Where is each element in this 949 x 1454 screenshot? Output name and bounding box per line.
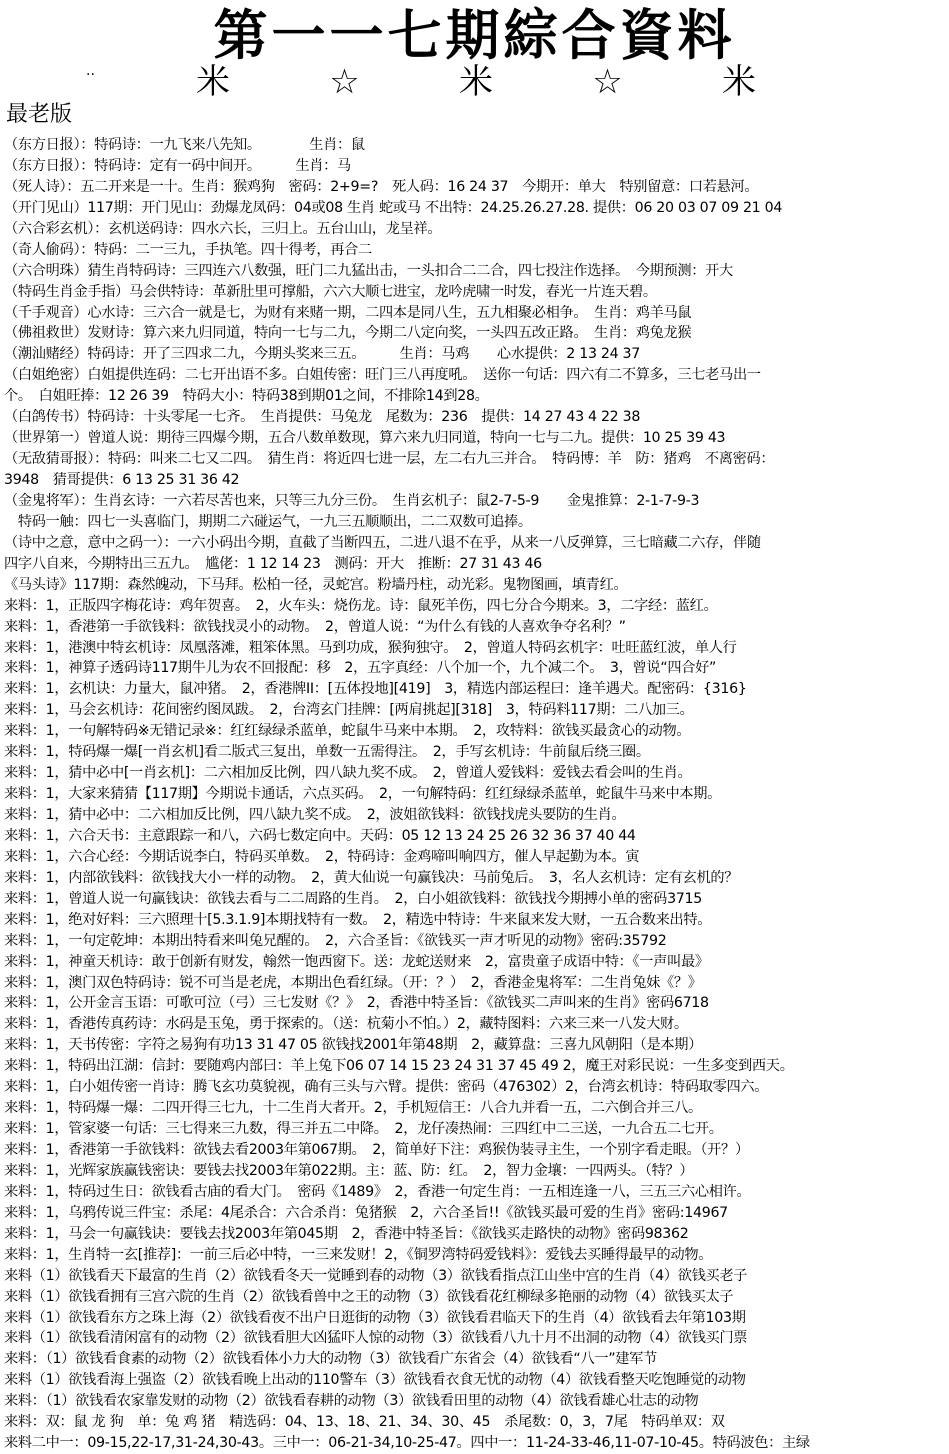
text-line: 来料：1，乌鸦传说三件宝：杀尾：4尾杀合：六合杀肖：兔猪猴 2，六合圣旨!!《欲钱买最可爱的生肖》密码:14967 xyxy=(4,1204,728,1221)
text-line: （诗中之意，意中之码一）：一六小码出今期，直截了当断四五，二进八退不在乎，从来一八反弹算，三七暗藏二六存，伴随 xyxy=(4,534,761,551)
text-line: 来料：1，香港第一手欲钱料：欲钱找灵小的动物。 2，曾道人说：“为什么有钱的人喜欢争夺名利？” xyxy=(4,618,626,635)
text-line: （六合明珠）猜生肖特码诗：三四连六八数强，旺门二九猛出击，一头扣合二二合，四七投注作选择。 今期预测：开大 xyxy=(4,262,733,279)
text-line: 来料：1，绝对好料：三六照理十[5.3.1.9]本期找特有一数。 2，精选中特诗：牛来鼠来发大财，一五合数来出特。 xyxy=(4,911,712,928)
text-line: （佛祖救世）发财诗：算六来九归同道，特向一七与二九，今期二八定向奖，一头四五改正路。 生肖：鸡兔龙猴 xyxy=(4,325,692,342)
text-line: 来料：1，一句解特码※无错记录※：红红绿绿杀蓝单，蛇鼠牛马来中本期。 2，攻特料：欲钱买最贪心的动物。 xyxy=(4,723,691,740)
text-line: （开门见山）117期：开门见山：劲爆龙凤码：04或08 生肖 蛇或马 不出特：24.25.26.27.28. 提供：06 20 03 07 09 21 04 xyxy=(4,199,783,216)
text-line: 来料：1，生肖特一玄[推荐]：一前三后必中特，一三来发财！2，《铜罗湾特码爱钱料》：爱钱去买睡得最早的动物。 xyxy=(4,1246,713,1263)
text-line: 特码一触：四七一头喜临门，期期二六碰运气，一九三五顺顺出，二二双数可追捧。 xyxy=(4,513,532,530)
text-line: 来料：1，光辉家族赢钱密诀：要钱去找2003年第022期。主：蓝、防：红。 2，智力金壤：一四两头。（特？） xyxy=(4,1162,694,1179)
text-line: 来料：1，特码爆一爆[一肖玄机]看二版式三复出，单数一五需得注。 2，手写玄机诗：牛前鼠后绕三圈。 xyxy=(4,744,650,761)
text-line: （死人诗）：五二开来是一十。生肖：猴鸡狗 密码：2+9=? 死人码：16 24 37 今期开：单大 特别留意：口若悬河。 xyxy=(4,178,759,195)
text-line: 来料二中一：09-15,22-17,31-24,30-43。三中一：06-21-34,10-25-47。四中一：11-24-33-46,11-07-10-45。特码波色：主绿 xyxy=(4,1435,810,1452)
text-line: 来料：1，神童天机诗：敢于创新有财发，翰然一饱西窗下。送：龙蛇送财来 2，富贵童子成语中特：《一声叫最》 xyxy=(4,953,709,970)
text-line: 来料：1，正版四字梅花诗：鸡年贺喜。 2，火车头：烧伤龙。诗：鼠死羊伤，四七分合今期来。3，二字经：蓝红。 xyxy=(4,597,718,614)
text-line: 来料（1）欲钱看东方之珠上海（2）欲钱看夜不出户日逛街的动物（3）欲钱看君临天下的生肖（4）欲钱看去年第103期 xyxy=(4,1309,746,1326)
star-divider xyxy=(196,64,756,100)
text-line: 来料：1，特码出江湖：信封：要随鸡内部曰：羊上兔下06 07 14 15 23 24 31 37 45 49 2，魔王对彩民说：一生多变到西天。 xyxy=(4,1058,794,1075)
text-line: 来料：1，澳门双色特码诗：锐不可当是老虎，本期出色看红绿。（开：？） 2，香港金鬼将军：二生肖兔妹《？》 xyxy=(4,974,702,991)
content-lines xyxy=(4,135,945,1454)
text-line: 来料：（1）欲钱看食素的动物（2）欲钱看体小力大的动物（3）欲钱看广东省会（4）欲钱看“八一”建军节 xyxy=(4,1351,657,1368)
text-line: 来料：1，白小姐传密一肖诗：腾飞玄功莫貌视，确有三头与六臂。提供：密码（476302）2，台湾玄机诗：特码取零四六。 xyxy=(4,1079,769,1096)
text-line: 来料：1，猜中必中：二六相加反比例，四八缺九奖不成。 2，波姐欲钱料：欲钱找虎头要防的生肖。 xyxy=(4,807,626,823)
decorative-dots: .. xyxy=(86,63,95,79)
text-line: （六合彩玄机）：玄机送码诗：四水六长，三归上。五台山山，龙呈祥。 xyxy=(4,220,442,237)
text-line: 来料：1，猜中必中[一肖玄机]：二六相加反比例，四八缺九奖不成。 2，曾道人爱钱料：爱钱去看会叫的生肖。 xyxy=(4,765,692,782)
text-line: 来料：1，香港传真药诗：水码是玉兔，勇于探索的。（送：杭菊小不怕。）2，藏特图料：六来三来一八发大财。 xyxy=(4,1016,688,1033)
page-title: 第一一七期綜合資料 xyxy=(213,3,736,67)
text-line: 来料（1）欲钱看清闲富有的动物（2）欲钱看胆大凶猛吓人惊的动物（3）欲钱看八九十月不出洞的动物（4）欲钱买门票 xyxy=(4,1330,748,1347)
text-line: 《马头诗》117期：森然魄动，下马拜。松柏一径，灵蛇宫。粉墙丹柱，动光彩。鬼物图画，填青红。 xyxy=(4,576,628,593)
text-line: 四字八自来，今期特出三五九。 尴佬：1 12 14 23 测码：开大 推断：27 31 43 46 xyxy=(4,555,542,572)
text-line: 来料：1，公开金言玉语：可歌可泣（弓）三七发财《？》 2，香港中特圣旨：《欲钱买二声叫来的生肖》密码6718 xyxy=(4,995,709,1012)
text-line: 来料：1，特码过生日：欲钱看古庙的看大门。 密码《1489》 2，香港一句定生肖：一五相连逢一八，三五三六心相许。 xyxy=(4,1183,751,1200)
divider-symbol-5: 米 xyxy=(721,62,756,102)
text-line: 来料：双：鼠 龙 狗 单：兔 鸡 猪 精选码：04、13、18、21、34、30、45 杀尾数：0，3，7尾 特码单双：双 xyxy=(4,1414,725,1431)
divider-symbol-1: 米 xyxy=(196,62,230,102)
text-line: （无敌猜哥报）：特码：叫来二七又二四。 猜生肖：将近四七进一层，左二右九三并合。 特码博：羊 防：猪鸡 不离密码： xyxy=(4,451,775,468)
text-line: 来料：1，特码爆一爆：二四开得三七九，十二生肖大者开。2，手机短信王：八合九并看一五，二六倒合并三八。 xyxy=(4,1100,702,1117)
text-line: 来料：1，港澳中特玄机诗：凤凰落滩，粗笨体黑。马到功成，猴狗独守。 2，曾道人特码玄机字：吐旺蓝红波，单人行 xyxy=(4,639,737,656)
divider-symbol-2: ☆ xyxy=(329,62,360,102)
text-line: 来料：1，一句定乾坤：本期出特看来叫兔兄醒的。 2，六合圣旨：《欲钱买一声才听见的动物》密码:35792 xyxy=(4,932,667,949)
text-line: 来料：1，曾道人说一句赢钱诀：欲钱去看与二二周路的生肖。 2，白小姐欲钱料：欲钱找今期搏小单的密码3715 xyxy=(4,890,702,907)
divider-symbol-3: 米 xyxy=(458,62,493,102)
text-line: 来料：1，六合天书：主意跟踪一和八，六码七数定向中。天码：05 12 13 24 25 26 32 36 37 40 44 xyxy=(4,827,636,844)
text-line: （世界第一）曾道人说：期待三四爆今期，五合八数单数现，算六来九归同道，特向一七与二九。提供：10 25 39 43 xyxy=(4,430,726,447)
text-line: 来料：1，玄机诀：力量大，鼠冲猪。 2，香港牌II：[五体投地][419] 3，精选内部运程曰：逢羊遇犬。配密码：{316} xyxy=(4,681,747,698)
text-line: 来料：1，马会一句赢钱诀：要钱去找2003年第045期 2，香港中特圣旨：《欲钱买走路快的动物》密码98362 xyxy=(4,1225,689,1242)
text-line: 来料：1，管家婆一句话：三七得来三九数，得三并五二中降。 2，龙仔凑热闹：三四红中二三送，一九合五二七开。 xyxy=(4,1121,723,1138)
text-line: （千手观音）心水诗：三六合一就是七，为财有来赌一期，二四本是同八生，五九相聚必相争。 生肖：鸡羊马鼠 xyxy=(4,304,692,321)
divider-symbol-4: ☆ xyxy=(592,62,623,102)
text-line: 来料：1，六合心经：今期话说李白，特码买单数。 2，特码诗：金鸡啼叫响四方，催人早起勤为本。寅 xyxy=(4,848,640,865)
text-line: （奇人偷码）：特码：二一三九，手执笔。四十得考，再合二 xyxy=(4,241,372,258)
text-line: （白鸽传书）特码诗：十头零尾一七齐。 生肖提供：马兔龙 尾数为：236 提供：14 27 43 4 22 38 xyxy=(4,409,641,426)
text-line: 来料（1）欲钱看天下最富的生肖（2）欲钱看冬天一觉睡到春的动物（3）欲钱看指点江山坐中宫的生肖（4）欲钱买老子 xyxy=(4,1267,748,1284)
text-line: 来料：1，内部欲钱料：欲钱找大小一样的动物。 2，黄大仙说一句赢钱决：马前兔后。 3，名人玄机诗：定有玄机的？ xyxy=(4,869,739,886)
text-line: （潮汕赌经）特码诗：开了三四求二九，今期头奖来三五。 生肖：马鸡 心水提供：2 13 24 37 xyxy=(4,346,641,363)
text-line: （东方日报）：特码诗：定有一码中间开。 生肖：马 xyxy=(4,157,351,174)
text-line: （东方日报）：特码诗：一九飞来八先知。 生肖：鼠 xyxy=(4,137,365,153)
text-line: 来料：1，大家来猜猜【117期】今期说卡通话，六点买码。 2，一句解特码：红红绿绿杀蓝单，蛇鼠牛马来中本期。 xyxy=(4,786,722,803)
text-line: （金鬼将军）：生肖玄诗：一六若尽苦也来，只等三九分三份。 生肖玄机子：鼠2-7-5-9 金鬼推算：2-1-7-9-3 xyxy=(4,492,700,509)
text-line: 个。 白姐旺捧：12 26 39 特码大小：特码38到期01之间，不排除14到28。 xyxy=(4,388,489,405)
edition-label: 最老版 xyxy=(6,102,73,127)
text-line: 来料：1，香港第一手欲钱料：欲钱去看2003年第067期。 2，简单好下注：鸡猴伪装寻主生，一个别字看走眼。（开？） xyxy=(4,1142,749,1158)
text-line: 来料：（1）欲钱看农家靠发财的动物（2）欲钱看春耕的动物（3）欲钱看田里的动物（4）欲钱看雄心壮志的动物 xyxy=(4,1393,699,1410)
text-line: 来料：1，马会玄机诗：花间密约图凤跋。 2，台湾玄门挂牌：[两肩挑起][318] 3，特码料117期：二八加三。 xyxy=(4,702,694,719)
text-line: 来料（1）欲钱看海上强盗（2）欲钱看晚上出动的110警车（3）欲钱看衣食无忧的动物（4）欲钱看整天吃饱睡觉的动物 xyxy=(4,1372,746,1389)
text-line: 来料：1，神算子透码诗117期牛儿为农不回报配：移 2，五字真经：八个加一个，九个减二个。 3，曾说“四合好” xyxy=(4,660,717,677)
text-line: （白姐绝密）白姐提供连码：二七开出语不多。白姐传密：旺门三八再度吼。 送你一句话：四六有二不算多，三七老马出一 xyxy=(4,367,761,384)
text-line: 3948 猜哥提供：6 13 25 31 36 42 xyxy=(4,472,240,488)
text-line: （特码生肖金手指）马会供特诗：革新肚里可撑船，六六大顺七进宝，龙吟虎啸一时发，春光一片连天碧。 xyxy=(4,283,657,300)
text-line: 来料：1，天书传密：字符之易狗有功13 31 47 05 欲钱找2001年第48期 2，藏算盘：三喜九风朝阳（是本期） xyxy=(4,1037,703,1054)
text-line: 来料（1）欲钱看拥有三宫六院的生肖（2）欲钱看兽中之王的动物（3）欲钱看花红柳绿多艳丽的动物（4）欲钱买太子 xyxy=(4,1288,734,1305)
